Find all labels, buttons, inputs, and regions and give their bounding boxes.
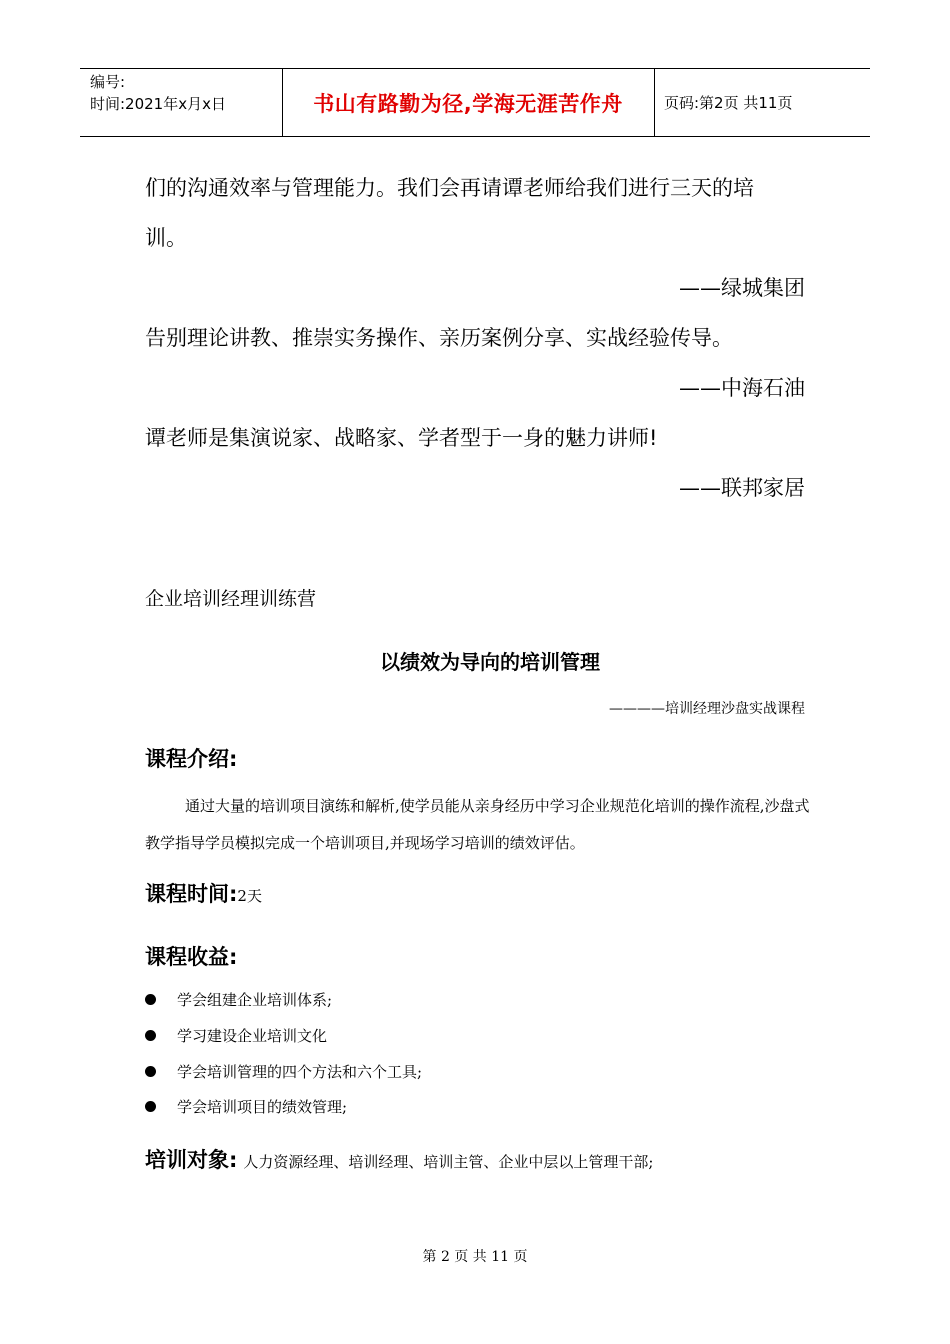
course-title: 以绩效为导向的培训管理: [380, 650, 600, 674]
header-page-info: 页码:第2页 共11页: [664, 94, 793, 112]
bullet-icon: [145, 994, 156, 1005]
testimonial-signature: ——中海石油: [679, 376, 805, 400]
header-motto: 书山有路勤为径,学海无涯苦作舟: [313, 91, 623, 116]
intro-heading: 课程介绍:: [145, 747, 238, 771]
course-category: 企业培训经理训练营: [145, 588, 317, 610]
testimonial-signature: ——绿城集团: [679, 276, 805, 300]
time-value: 2天: [237, 887, 262, 905]
intro-text: 通过大量的培训项目演练和解析,使学员能从亲身经历中学习企业规范化培训的操作流程,沙盘式教学指导学员模拟完成一个培训项目,并现场学习培训的绩效评估。: [145, 797, 810, 852]
audience-section: [145, 1144, 653, 1174]
benefit-text: 学会培训项目的绩效管理;: [177, 1098, 348, 1116]
bullet-icon: [145, 1066, 156, 1077]
list-item: [145, 1025, 327, 1046]
testimonial-line: 训。: [145, 226, 187, 250]
time-label: 时间:2021年x月x日: [90, 95, 226, 113]
benefits-heading: 课程收益:: [145, 945, 238, 969]
page-header: [80, 68, 870, 137]
testimonial-signature: ——联邦家居: [679, 476, 805, 500]
audience-heading: 培训对象:: [145, 1148, 238, 1172]
bullet-icon: [145, 1101, 156, 1112]
list-item: [145, 989, 332, 1010]
bullet-icon: [145, 1030, 156, 1041]
list-item: [145, 1096, 347, 1117]
audience-value: 人力资源经理、培训经理、培训主管、企业中层以上管理干部;: [243, 1153, 654, 1171]
testimonial-quote: 谭老师是集演说家、战略家、学者型于一身的魅力讲师!: [145, 426, 658, 450]
time-section: [145, 878, 262, 908]
page-footer: 第 2 页 共 11 页: [422, 1249, 528, 1265]
time-heading: 课程时间:: [145, 882, 238, 906]
benefit-text: 学会培训管理的四个方法和六个工具;: [177, 1063, 423, 1081]
number-label: 编号:: [90, 73, 126, 91]
list-item: [145, 1061, 422, 1082]
benefit-text: 学习建设企业培训文化: [177, 1027, 328, 1045]
header-meta: [90, 71, 226, 115]
benefit-text: 学会组建企业培训体系;: [177, 991, 333, 1009]
course-subtitle: ————培训经理沙盘实战课程: [609, 701, 805, 717]
testimonial-quote: 告别理论讲教、推崇实务操作、亲历案例分享、实战经验传导。: [145, 326, 733, 350]
testimonial-line: 们的沟通效率与管理能力。我们会再请谭老师给我们进行三天的培: [145, 176, 754, 200]
header-divider: [654, 69, 655, 136]
